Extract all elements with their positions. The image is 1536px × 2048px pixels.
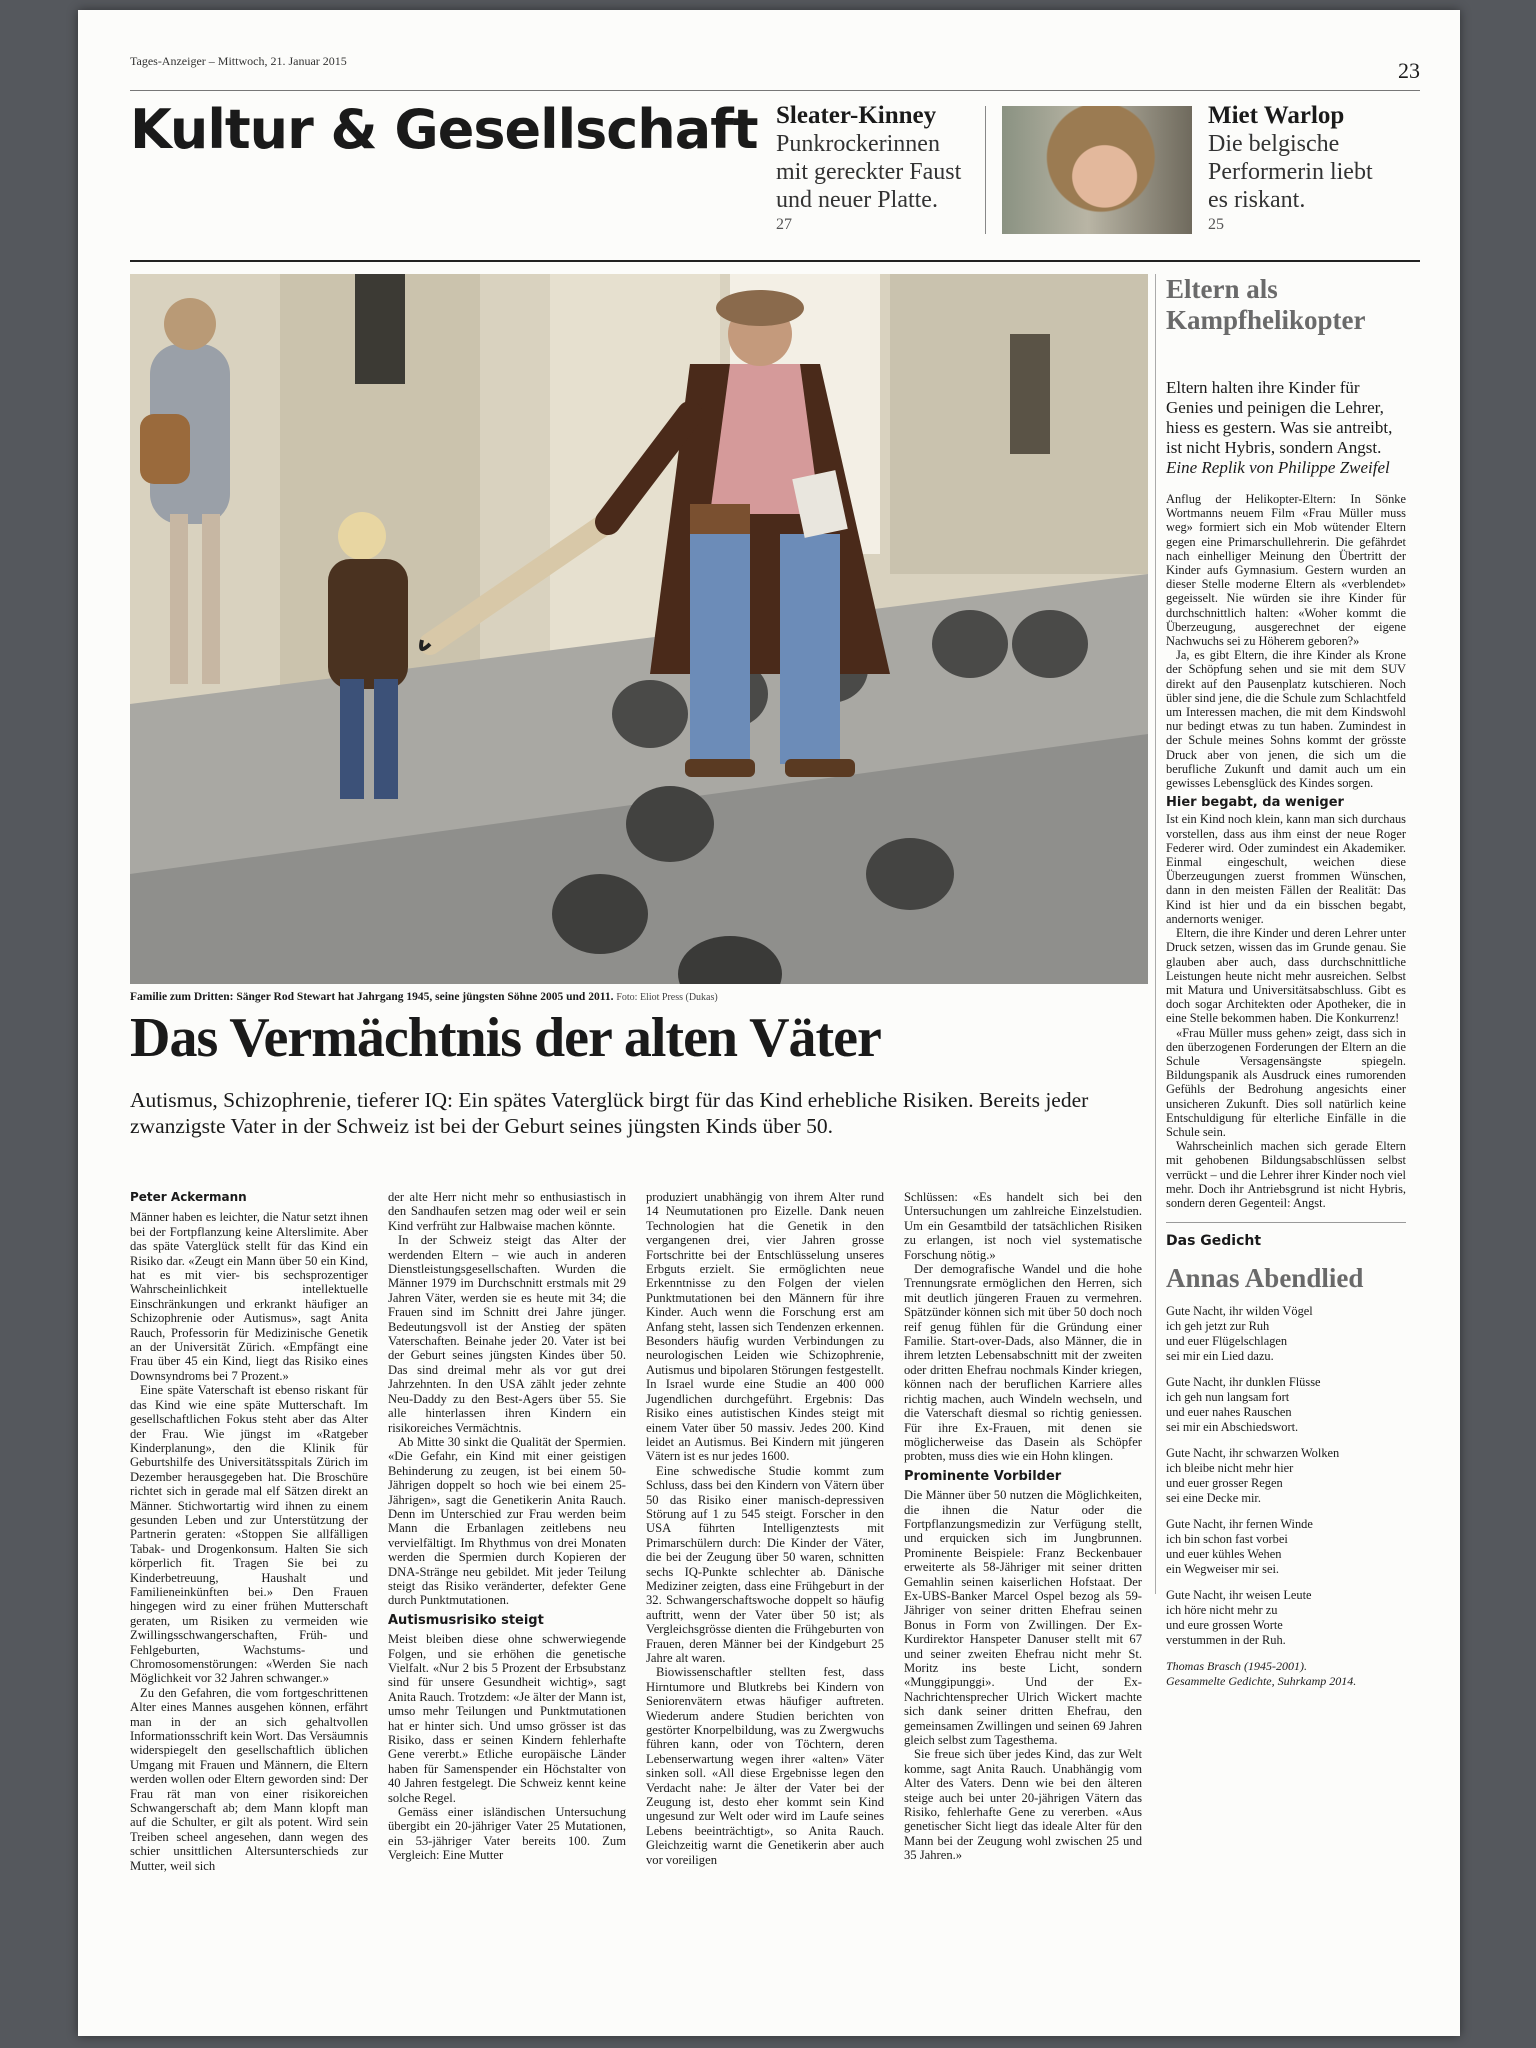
section-rule — [130, 260, 1420, 262]
photo-illustration — [130, 274, 1148, 984]
sidebar-body — [1166, 492, 1406, 1210]
sidebar-lead-text: Eltern halten ihre Kinder für Genies und peinigen die Lehrer, hiess es gestern. Was sie antreibt, ist nicht Hybris, sondern Angst. — [1166, 378, 1393, 457]
paragraph: Ist ein Kind noch klein, kann man sich durchaus vorstellen, dass aus ihm einst der neue Roger Federer wird. Oder zumindest ein Akademiker. Einmal eingeschult, weichen diese Überzeugungen zuerst frommen Wünschen, dann in den meisten Fällen der Realität: Das Kind ist hier und da ein bisschen begabt, andernorts weniger. — [1166, 812, 1406, 926]
page-number: 23 — [1398, 58, 1420, 83]
subheading: Autismusrisiko steigt — [388, 1612, 544, 1628]
paragraph: Anflug der Helikopter-Eltern: In Sönke Wortmanns neuem Film «Frau Müller muss weg» formiert sich ein Mob wütender Eltern gegen eine Primarschullehrerin. Die gefährdet nach einhelliger Meinung den Übertritt der Kinder aufs Gymnasium. Gestern wurden an dieser Stelle moderne Eltern als «verblendet» gegeisselt. Nie würden sie ihre Kinder für durchschnittlich halten: «Woher kommt die Überzeugung, ausgerechnet der eigene Nachwuchs sei zu Höherem geboren?» — [1166, 492, 1406, 649]
teaser-line: Performerin liebt — [1208, 159, 1373, 185]
poem-line: sei mir ein Abschiedswort. — [1166, 1420, 1299, 1435]
paragraph: der alte Herr nicht mehr so enthusiastisch in den Sandhaufen setzen mag oder weil er sein Kind verfrüht zur Halbwaise machen könnte. — [388, 1190, 626, 1233]
sidebar-byline: Eine Replik von Philippe Zweifel — [1166, 458, 1390, 477]
teaser-title: Miet Warlop — [1208, 102, 1345, 129]
poem-line: und eure grossen Worte — [1166, 1618, 1283, 1633]
poem-stanza — [1166, 1517, 1406, 1577]
teaser-divider — [985, 106, 986, 234]
teaser-title: Sleater-Kinney — [776, 102, 937, 129]
main-article-photo[interactable] — [130, 274, 1148, 984]
poem-line: ich geh jetzt zur Ruh — [1166, 1319, 1270, 1334]
section-title: Kultur & Gesellschaft — [130, 98, 758, 161]
paragraph: Der demografische Wandel und die hohe Trennungsrate ermöglichen den Herren, sich mit deutlich jüngeren Frauen zu vermehren. Spätzünder können sich mit über 50 doch noch reif genug fühlen für die Gründung einer Familie. Start-over-Dads, also Männer, die in ihrem letzten Lebensabschnitt mit der zweiten oder dritten Ehefrau nochmals Kinder kriegen, können nach der beruflichen Karriere alles richtig machen, auch Windeln wechseln, und die Vaterschaft diesmal so richtig geniessen. Für ihre Ex-Frauen, mit denen sie möglicherweise das Dasein als Schöpfer probten, muss dies wie ein Hohn klingen. — [904, 1262, 1142, 1464]
paragraph: Zu den Gefahren, die vom fortgeschrittenen Alter eines Mannes ausgehen können, erfährt man in der an sich gehaltvollen Informationsschrift kein Wort. Das Versäumnis widerspiegelt den gesellschaftlich üblichen Umgang mit Frauen und Männern, die Eltern werden wollen oder Eltern geworden sind: Der Frau rät man von einer risikoreichen Schwangerschaft ab; dem Mann klopft man auf die Schulter, er gilt als potent. Wird sein Treiben scheel angesehen, dann wegen des schier unsittlichen Altersunterschieds zur Mutter, weil sich — [130, 1685, 368, 1873]
article-column-3 — [646, 1190, 884, 1867]
photo-credit: Foto: Eliot Press (Dukas) — [616, 992, 718, 1003]
sidebar-rule — [1166, 1222, 1406, 1223]
poem-stanza — [1166, 1446, 1406, 1506]
sidebar-title — [1166, 274, 1406, 336]
paragraph: Wahrscheinlich machen sich gerade Eltern mit gehobenen Bildungsabschlüssen selbst verrückt – und die Lehrer ihrer Kinder noch viel mehr. Doch ihr Antriebsgrund ist nicht Hybris, sondern deren Gegenteil: Angst. — [1166, 1139, 1406, 1210]
paragraph: Gemäss einer isländischen Untersuchung übergibt ein 20-jähriger Vater 25 Mutationen, ein 53-jähriger Vater bereits 100. Zum Vergleich: Eine Mutter — [388, 1805, 626, 1863]
paragraph: Die Männer über 50 nutzen die Möglichkeiten, die ihnen die Natur oder die Fortpflanzungsmedizin zur Verfügung stellt, und erquicken sich im Jungbrunnen. Prominente Beispiele: Franz Beckenbauer erweiterte als 58-Jähriger mit seiner dritten Gemahlin seinen kaiserlichen Hofstaat. Der Ex-UBS-Banker Marcel Ospel bezog als 59-Jähriger von seiner dritten Ehefrau seinen Bonus in Form von Zwillingen. Der Ex-Kurdirektor Hanspeter Danuser stellt mit 67 und seiner zweiten Ehefrau nicht mehr St. Moritz ins beste Licht, sondern «Munggipunggi». Und der Ex-Nachrichtensprecher Ulrich Wickert machte sich dank seiner dritten Ehefrau, den gemeinsamen Zwillingen und seinen 69 Jahren gleich selbst zum Tagesthema. — [904, 1488, 1142, 1748]
paragraph: produziert unabhängig von ihrem Alter rund 14 Neumutationen pro Eizelle. Dank neuen Technologien hat die Genetik in den vergangenen drei, vier Jahren grosse Fortschritte bei der Entschlüsselung unseres Erbguts erzielt. Sie ermöglichten neue Erkenntnisse zu den Folgen der vielen Punktmutationen bei den Männern für ihre Kinder. Auch wenn die Forschung erst am Anfang steht, lassen sich Tendenzen erkennen. Besonders häufig wurden Verbindungen zu neurologischen Leiden wie Schizophrenie, Autismus und bipolaren Störungen festgestellt. In Israel wurde eine Studie an 400 000 Jugendlichen durchgeführt. Ergebnis: Das Risiko eines autistischen Kindes steigt mit einem Vater über 50 massiv. Jedes 200. Kind leidet an Autismus. Bei Kindern mit jüngeren Vätern ist es nur jedes 1600. — [646, 1190, 884, 1464]
article-headline: Das Vermächtnis der alten Väter — [130, 1007, 881, 1069]
teaser-page-ref: 25 — [1208, 216, 1224, 233]
teaser-line: mit gereckter Faust — [776, 159, 962, 185]
poem-line: Gute Nacht, ihr dunklen Flüsse — [1166, 1375, 1321, 1390]
paragraph: Ja, es gibt Eltern, die ihre Kinder als Krone der Schöpfung sehen und sie mit dem SUV direkt auf den Pausenplatz kutschieren. Noch übler sind jene, die die Schule zum Schlachtfeld um Interessen machen, die mit dem Kindswohl nur bedingt etwas zu tun haben. Zumindest in der Schule meines Sohns kommt der grösste Druck aber von jenen, die sich um die berufliche Zukunft und damit auch um ein gewisses Lebensglück des Kindes sorgen. — [1166, 648, 1406, 791]
teaser-miet-warlop[interactable] — [1208, 102, 1373, 234]
poem-line: und euer nahes Rauschen — [1166, 1405, 1292, 1420]
poem-line: ich höre nicht mehr zu — [1166, 1603, 1278, 1618]
header-rule — [130, 90, 1420, 91]
paragraph: Männer haben es leichter, die Natur setzt ihnen bei der Fortpflanzung keine Alterslimite. Aber das späte Vaterglück stellt für das Kind ein Risiko dar. «Zeugt ein Mann über 50 ein Kind, hat es mit vier- bis sechsprozentiger Wahrscheinlichkeit intellektuelle Einschränkungen und erkrankt häufiger an Schizophrenie oder Autismus», sagt Anita Rauch, Professorin für Medizinische Genetik an der Universität Zürich. «Empfängt eine Frau über 45 ein Kind, liegt das Risiko eines Downsyndroms bei 7 Prozent.» — [130, 1210, 368, 1383]
teaser-page-ref: 27 — [776, 216, 792, 233]
newspaper-page — [78, 10, 1460, 2036]
article-column-2 — [388, 1190, 626, 1863]
paragraph: «Frau Müller muss gehen» zeigt, dass sich in den überzogenen Forderungen der Eltern an die Schule Versagensängste spiegeln. Bildungspanik als Ausdruck eines rumorenden Gefühls der Bedrohung angesichts einer unsicheren Zukunft. Dies soll natürlich keine Entschuldigung für elterliche Einfälle in die Schule sein. — [1166, 1025, 1406, 1139]
poem-source-line: Gesammelte Gedichte, Suhrkamp 2014. — [1166, 1674, 1357, 1689]
poem-line: Gute Nacht, ihr wilden Vögel — [1166, 1304, 1313, 1319]
teaser-line: es riskant. — [1208, 187, 1306, 213]
teaser-line: Die belgische — [1208, 131, 1340, 157]
sidebar-lead — [1166, 378, 1406, 478]
poem-line: Gute Nacht, ihr weisen Leute — [1166, 1588, 1312, 1603]
poem-stanza — [1166, 1588, 1406, 1648]
paragraph: In der Schweiz steigt das Alter der werdenden Eltern – wie auch in anderen Dienstleistungsgesellschaften. Wurden die Männer 1979 im Durchschnitt erstmals mit 29 Jahren Väter, werden sie es heute mit 34; die Frauen sind im Schnitt drei Jahre jünger. Bedeutungsvoll ist der Anstieg der späten Vaterschaften. Beinahe jeder 20. Vater ist bei der Geburt seines jüngsten Kindes über 50. Das sind dreimal mehr als vor gut drei Jahrzehnten. In den USA zählt jeder zehnte Neu-Daddy zu den Best-Agers über 55. Sie alle hinterlassen ihren Kindern ein risikoreiches Vermächtnis. — [388, 1233, 626, 1435]
teaser-line: und neuer Platte. — [776, 187, 938, 213]
author-name: Peter Ackermann — [130, 1190, 247, 1204]
poem-line: ich bleibe nicht mehr hier — [1166, 1461, 1294, 1476]
sidebar-column — [1166, 274, 1406, 1689]
poem — [1166, 1304, 1406, 1648]
poem-stanza — [1166, 1375, 1406, 1435]
poem-title: Annas Abendlied — [1166, 1263, 1364, 1294]
paragraph: Schlüssen: «Es handelt sich bei den Untersuchungen um zahlreiche Einzelstudien. Um ein Gesamtbild der tatsächlichen Risiken zu erlangen, ist noch viel systematische Forschung nötig.» — [904, 1190, 1142, 1262]
masthead-line: Tages-Anzeiger – Mittwoch, 21. Januar 2015 — [130, 54, 347, 68]
poem-line: Gute Nacht, ihr fernen Winde — [1166, 1517, 1313, 1532]
paragraph: Sie freue sich über jedes Kind, das zur Welt komme, sagt Anita Rauch. Unabhängig vom Alter des Vaters. Denn wie bei den älteren steige auch bei unter 20-jährigen Vätern das Risiko, fehlerhafte Gene zu vererben. «Aus genetischer Sicht liegt das ideale Alter für den Mann bei der Zeugung wohl zwischen 25 und 35 Jahren.» — [904, 1747, 1142, 1863]
teaser-portrait-image[interactable] — [1002, 106, 1192, 234]
poem-line: verstummen in der Ruh. — [1166, 1633, 1286, 1648]
sidebar-subheading: Hier begabt, da weniger — [1166, 795, 1344, 811]
poem-line: Gute Nacht, ihr schwarzen Wolken — [1166, 1446, 1340, 1461]
article-lead: Autismus, Schizophrenie, tieferer IQ: Ein spätes Vaterglück birgt für das Kind erhebliche Risiken. Bereits jeder zwanzigste Vater in der Schweiz ist bei der Geburt seines jüngsten Kinds über 50. — [130, 1088, 1089, 1138]
sidebar-divider — [1155, 274, 1156, 1594]
poem-line: und euer Flügelschlagen — [1166, 1334, 1288, 1349]
subheading: Prominente Vorbilder — [904, 1468, 1062, 1484]
poem-source-line: Thomas Brasch (1945-2001). — [1166, 1659, 1307, 1674]
caption-text: Familie zum Dritten: Sänger Rod Stewart hat Jahrgang 1945, seine jüngsten Söhne 2005 und 2011. — [130, 991, 614, 1003]
poem-line: sei eine Decke mir. — [1166, 1491, 1261, 1506]
poem-label: Das Gedicht — [1166, 1233, 1262, 1250]
sidebar-title-line: Eltern als — [1166, 274, 1278, 304]
article-column-1 — [130, 1190, 368, 1873]
teaser-line: Punkrockerinnen — [776, 131, 940, 157]
paragraph: Eine späte Vaterschaft ist ebenso riskant für das Kind wie eine späte Mutterschaft. Im gesellschaftlichen Fokus steht aber das Alter der Frau. Wie jüngst im «Ratgeber Kinderplanung», den die Klinik für Geburtshilfe des Universitätsspitals Zürich im Dezember herausgegeben hat. Die Broschüre richtet sich in gerade mal elf Sätzen direkt an Männer. Stichwortartig wird ihnen zu einem gesunden Leben und zur Unterstützung der Partnerin geraten: «Stoppen Sie allfälligen Tabak- und Drogenkonsum. Halten Sie sich körperlich fit. Tragen Sie bei zu Kinderbetreuung, Haushalt und Familieneinkünften bei.» Den Frauen hingegen wird zu einer frühen Mutterschaft geraten, um Risiken zu vermeiden wie Zwillingsschwangerschaften, Früh- und Fehlgeburten, Wachstums- und Chromosomenstörungen: «Werden Sie nach Möglichkeit vor 32 Jahren schwanger.» — [130, 1383, 368, 1686]
photo-caption — [130, 991, 718, 1003]
poem-source — [1166, 1659, 1406, 1689]
paragraph: Meist bleiben diese ohne schwerwiegende Folgen, und sie erhöhen die genetische Vielfalt. «Nur 2 bis 5 Prozent der Erbsubstanz sind für unsere Gesundheit wichtig», sagt Anita Rauch. Trotzdem: «Je älter der Mann ist, umso mehr Teilungen und Punktmutationen hat er hinter sich. Und umso grösser ist das Risiko, dass er seinen Kindern fehlerhafte Gene vererbt.» Etliche europäische Länder haben für Samenspender ein Höchstalter von 40 Jahren festgelegt. Die Schweiz kennt keine solche Regel. — [388, 1632, 626, 1805]
sidebar-title-line: Kampfhelikopter — [1166, 305, 1366, 335]
paragraph: Ab Mitte 30 sinkt die Qualität der Spermien. «Die Gefahr, ein Kind mit einer geistigen Behinderung zu zeugen, ist bei einem 50-Jährigen doppelt so hoch wie bei einem 25-Jährigen», sagt die Genetikerin Anita Rauch. Denn im Unterschied zur Frau werden beim Mann die Erbanlagen zeitlebens neu vervielfältigt. Im Rhythmus von drei Monaten werden die Spermien durch Kopieren der DNA-Stränge neu gebildet. Mit jeder Teilung steigt das Risiko veränderter, defekter Gene durch Punktmutationen. — [388, 1434, 626, 1608]
poem-line: ich geh nun langsam fort — [1166, 1390, 1290, 1405]
poem-line: und euer kühles Wehen — [1166, 1547, 1282, 1562]
article-column-4 — [904, 1190, 1142, 1863]
poem-line: und euer grosser Regen — [1166, 1476, 1283, 1491]
poem-line: ich bin schon fast vorbei — [1166, 1532, 1288, 1547]
poem-line: sei mir ein Lied dazu. — [1166, 1349, 1274, 1364]
paragraph: Biowissenschaftler stellten fest, dass Hirntumore und Blutkrebs bei Kindern von Seniorenvätern etwas häufiger auftreten. Wiederum andere Studien berichten von gestörter Knorpelbildung, was zu Zwergwuchs führen kann, oder von Töchtern, deren Lebenserwartung wegen ihrer «alten» Väter sinken soll. «All diese Ergebnisse legen den Verdacht nahe: Je älter der Vater bei der Zeugung ist, desto eher kommt sein Kind ungesund zur Welt oder wird im Laufe seines Lebens beeinträchtigt», so Anita Rauch. Gleichzeitig warnt die Genetikerin aber auch vor voreiligen — [646, 1665, 884, 1867]
teaser-sleater-kinney[interactable] — [776, 102, 961, 234]
poem-line: ein Wegweiser mir sei. — [1166, 1562, 1280, 1577]
poem-stanza — [1166, 1304, 1406, 1364]
paragraph: Eine schwedische Studie kommt zum Schluss, dass bei den Kindern von Vätern über 50 das Risiko einer manisch-depressiven Störung auf 1 zu 545 steigt. Forscher in den USA führten Intelligenztests mit Primarschülern durch: Die Kinder der Väter, die bei der Zeugung über 50 waren, schnitten sechs IQ-Punkte schlechter ab. Dänische Mediziner zeigten, dass eine Frühgeburt in der 32. Schwangerschaftswoche doppelt so häufig auftritt, wenn der Vater über 50 ist; als Vergleichsgrösse dienten die Frühgeburten von Frauen, deren Männer bei der Kindgeburt 25 Jahre alt waren. — [646, 1463, 884, 1665]
paragraph: Eltern, die ihre Kinder und deren Lehrer unter Druck setzen, wissen das im Grunde genau. Sie glauben aber auch, dass durchschnittliche Leistungen heute nicht mehr ausreichen. Selbst mit Matura und Universitätsabschluss. Gibt es doch sogar Architekten oder Apotheker, die in eine Stelle bekommen haben. Die Konkurrenz! — [1166, 926, 1406, 1026]
